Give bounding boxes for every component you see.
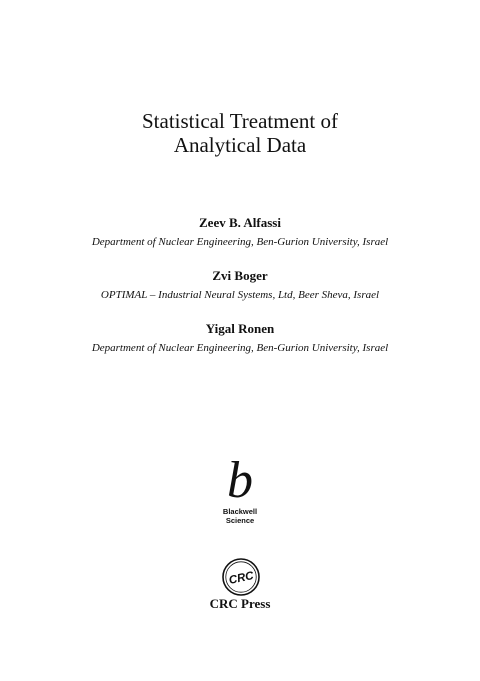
crc-logo-text: CRC bbox=[227, 570, 255, 587]
author-name-1: Zeev B. Alfassi bbox=[199, 215, 281, 230]
science-label: Science bbox=[225, 516, 255, 525]
blackwell-science-logo bbox=[0, 452, 480, 525]
book-title-line-1: Statistical Treatment of bbox=[142, 109, 338, 133]
author-affiliation-3: Department of Nuclear Engineering, Ben-Gurion University, Israel bbox=[91, 342, 389, 354]
crc-press-logo-icon bbox=[220, 556, 262, 598]
blackwell-label: Blackwell bbox=[222, 507, 258, 516]
crc-press-name: CRC Press bbox=[209, 596, 271, 611]
blackwell-b-glyph: b bbox=[227, 452, 253, 509]
author-affiliation-1: Department of Nuclear Engineering, Ben-Gurion University, Israel bbox=[91, 236, 389, 248]
book-title-line-2: Analytical Data bbox=[173, 133, 307, 157]
author-name-2: Zvi Boger bbox=[212, 268, 268, 283]
author-name-3: Yigal Ronen bbox=[205, 321, 275, 336]
author-affiliation-2: OPTIMAL – Industrial Neural Systems, Ltd, Beer Sheva, Israel bbox=[100, 289, 380, 301]
